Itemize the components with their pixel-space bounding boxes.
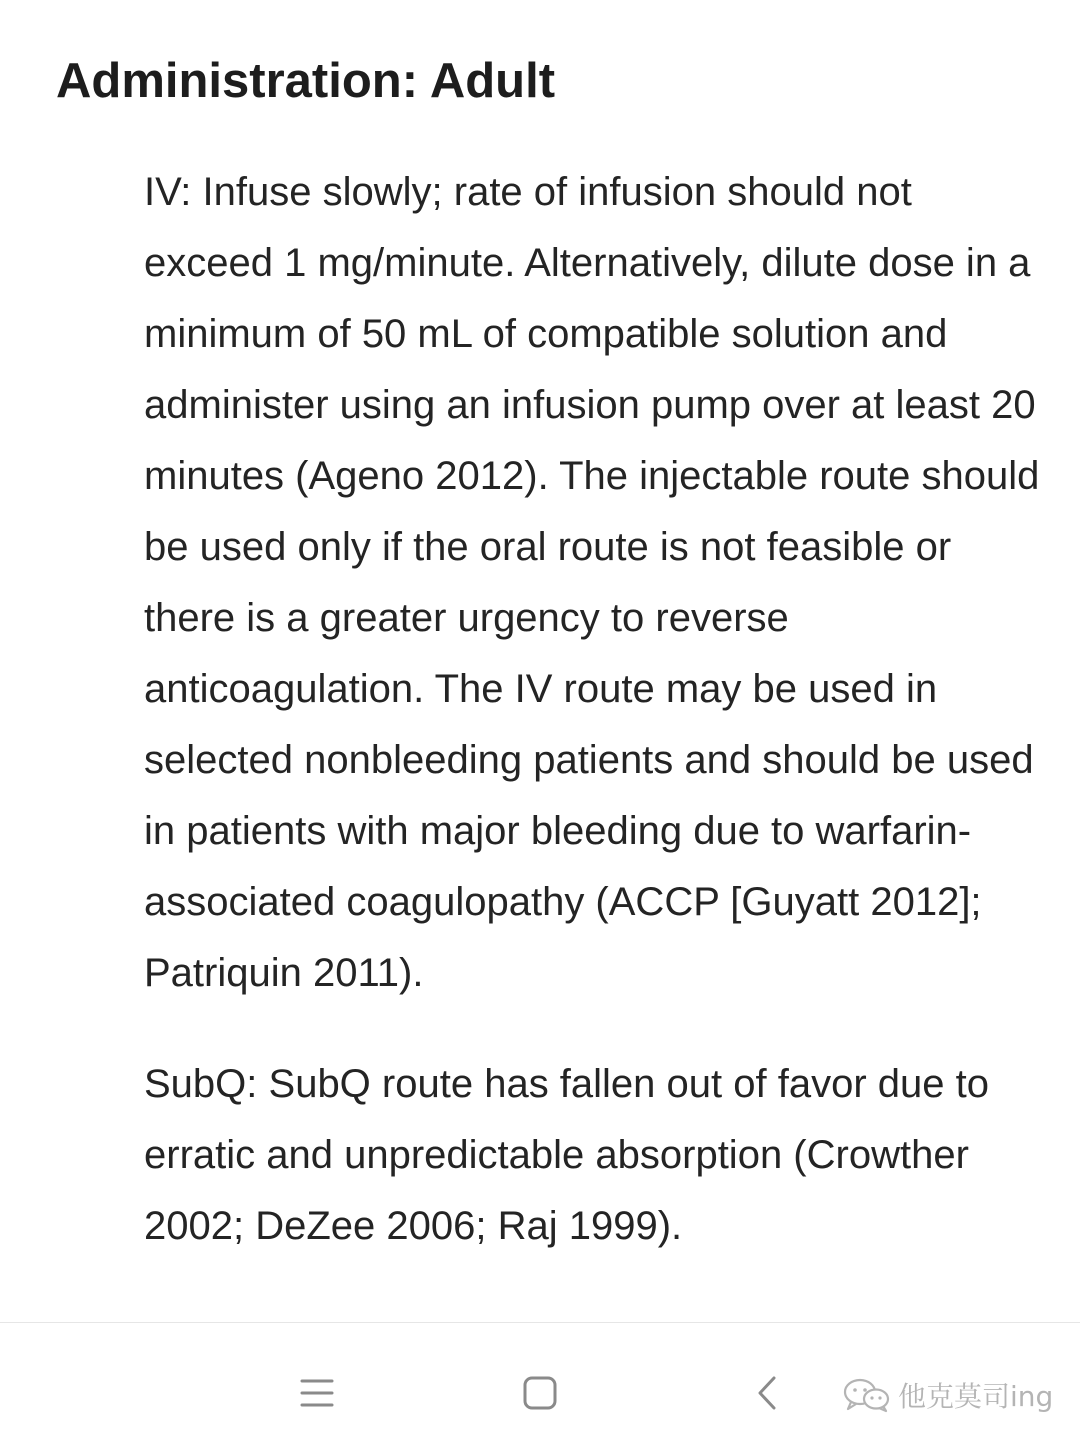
watermark-text: 他克莫司ing [898,1380,1054,1413]
home-button[interactable] [510,1363,570,1423]
subq-paragraph: SubQ: SubQ route has fallen out of favor due to erratic and unpredictable absorption (Crowther 2002; DeZee 2006; Raj 1999). [144,1062,989,1248]
back-button[interactable] [737,1363,797,1423]
recent-apps-button[interactable] [287,1363,347,1423]
back-chevron-icon [756,1375,778,1411]
iv-paragraph: IV: Infuse slowly; rate of infusion should not exceed 1 mg/minute. Alternatively, dilute dose in a minimum of 50 mL of compatible solution and administer using an infusion pump over at least 20 minutes (Ageno 2012). The injectable route should be used only if the oral route is not feasible or there is a greater urgency to reverse anticoagulation. The IV route may be used in selected nonbleeding patients and should be used in patients with major bleeding due to warfarin-associated coagulopathy (ACCP [Guyatt 2012]; Patriquin 2011). [144,170,1040,995]
menu-icon [300,1378,334,1408]
section-body [144,157,1044,1262]
wechat-watermark [842,1375,1053,1415]
system-navigation-bar [0,1323,1080,1453]
wechat-icon [842,1377,890,1413]
section-title: Administration: Adult [56,54,556,108]
home-square-icon [522,1375,558,1411]
